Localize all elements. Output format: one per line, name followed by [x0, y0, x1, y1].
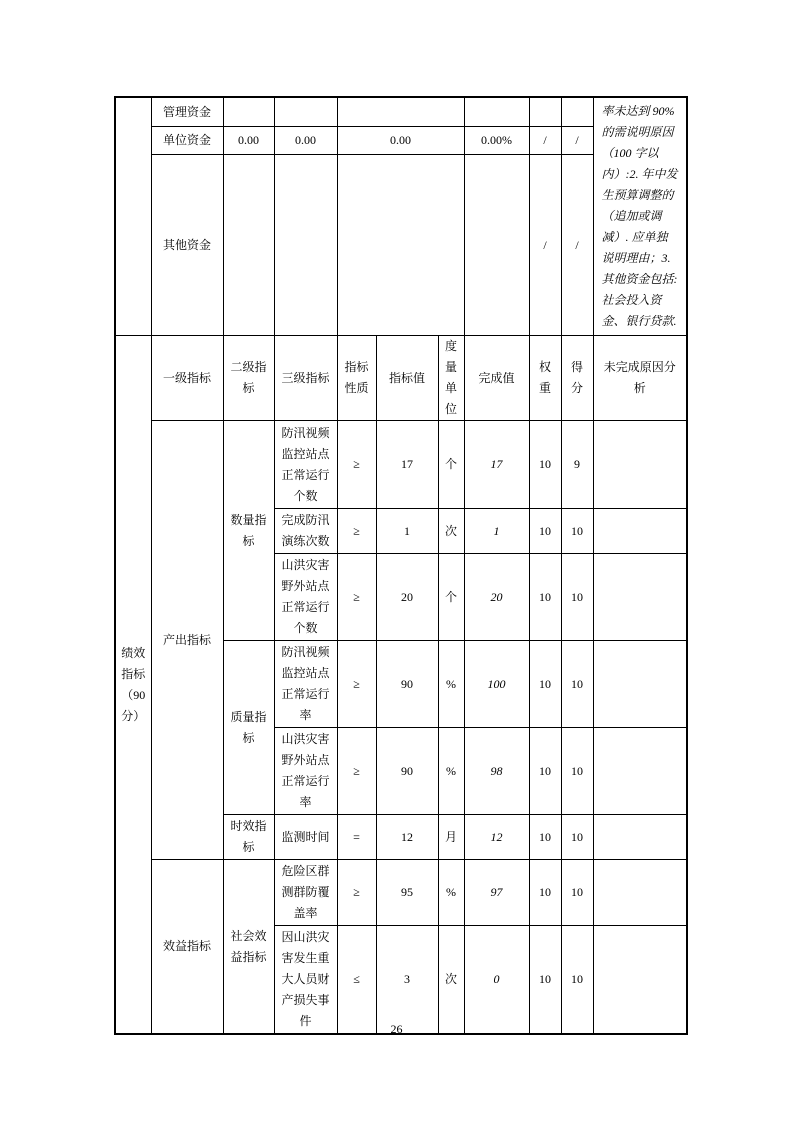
col-header-level1: 一级指标 — [151, 336, 223, 421]
weight-cell: 10 — [529, 641, 561, 728]
nature-cell: ≤ — [337, 926, 376, 1035]
done-cell: 98 — [464, 728, 529, 815]
nature-cell: ≥ — [337, 554, 376, 641]
target-cell: 90 — [376, 641, 438, 728]
score-cell: 10 — [561, 860, 593, 926]
funding-score-cell: / — [561, 155, 593, 336]
funding-weight-cell: / — [529, 127, 561, 155]
funding-score-cell — [561, 97, 593, 127]
funding-actual-cell: 0.00 — [337, 127, 464, 155]
reason-cell — [593, 815, 687, 860]
reason-cell — [593, 421, 687, 509]
nature-cell: ≥ — [337, 421, 376, 509]
unit-cell: 次 — [438, 509, 464, 554]
done-cell: 100 — [464, 641, 529, 728]
score-cell: 10 — [561, 926, 593, 1035]
funding-budget-cell: 0.00 — [223, 127, 274, 155]
funding-weight-cell — [529, 97, 561, 127]
reason-cell — [593, 641, 687, 728]
indicator-name-cell: 因山洪灾害发生重大人员财产损失事件 — [274, 926, 337, 1035]
weight-cell: 10 — [529, 554, 561, 641]
reason-cell — [593, 554, 687, 641]
col-header-level2: 二级指标 — [223, 336, 274, 421]
reason-cell — [593, 926, 687, 1035]
funding-rate-cell — [464, 97, 529, 127]
target-cell: 90 — [376, 728, 438, 815]
indicator-name-cell: 山洪灾害野外站点正常运行率 — [274, 728, 337, 815]
score-cell: 10 — [561, 815, 593, 860]
indicator-name-cell: 完成防汛演练次数 — [274, 509, 337, 554]
col-header-score: 得分 — [561, 336, 593, 421]
funding-adjusted-cell — [274, 97, 337, 127]
indicator-name-cell: 防汛视频监控站点正常运行率 — [274, 641, 337, 728]
score-cell: 10 — [561, 728, 593, 815]
target-cell: 3 — [376, 926, 438, 1035]
col-header-target: 指标值 — [376, 336, 438, 421]
funding-actual-cell — [337, 97, 464, 127]
weight-cell: 10 — [529, 860, 561, 926]
funding-weight-cell: / — [529, 155, 561, 336]
col-header-unit: 度量单位 — [438, 336, 464, 421]
target-cell: 17 — [376, 421, 438, 509]
perf-header-row — [115, 336, 687, 421]
funding-row-label: 其他资金 — [151, 155, 223, 336]
col-header-level3: 三级指标 — [274, 336, 337, 421]
unit-cell: 次 — [438, 926, 464, 1035]
indicator-name-cell: 防汛视频监控站点正常运行个数 — [274, 421, 337, 509]
funding-rate-cell: 0.00% — [464, 127, 529, 155]
unit-cell: % — [438, 728, 464, 815]
perf-section-spine: 绩效指标（90分） — [115, 336, 151, 1035]
indicator-row — [115, 860, 687, 926]
unit-cell: % — [438, 641, 464, 728]
unit-cell: % — [438, 860, 464, 926]
col-header-weight: 权重 — [529, 336, 561, 421]
nature-cell: = — [337, 815, 376, 860]
target-cell: 95 — [376, 860, 438, 926]
target-cell: 12 — [376, 815, 438, 860]
done-cell: 17 — [464, 421, 529, 509]
weight-cell: 10 — [529, 728, 561, 815]
funding-actual-cell — [337, 155, 464, 336]
weight-cell: 10 — [529, 926, 561, 1035]
unit-cell: 个 — [438, 421, 464, 509]
level2-cell: 社会效益指标 — [223, 860, 274, 1035]
done-cell: 1 — [464, 509, 529, 554]
indicator-name-cell: 山洪灾害野外站点正常运行个数 — [274, 554, 337, 641]
nature-cell: ≥ — [337, 509, 376, 554]
funding-row-label: 单位资金 — [151, 127, 223, 155]
indicator-row — [115, 421, 687, 509]
weight-cell: 10 — [529, 815, 561, 860]
score-cell: 10 — [561, 509, 593, 554]
budget-performance-table — [114, 96, 688, 1035]
nature-cell: ≥ — [337, 728, 376, 815]
funding-budget-cell — [223, 155, 274, 336]
weight-cell: 10 — [529, 509, 561, 554]
done-cell: 97 — [464, 860, 529, 926]
level1-cell: 效益指标 — [151, 860, 223, 1035]
level2-cell: 时效指标 — [223, 815, 274, 860]
done-cell: 20 — [464, 554, 529, 641]
funding-section-spine — [115, 97, 151, 336]
level1-cell: 产出指标 — [151, 421, 223, 860]
col-header-nature: 指标性质 — [337, 336, 376, 421]
target-cell: 1 — [376, 509, 438, 554]
indicator-name-cell: 危险区群测群防覆盖率 — [274, 860, 337, 926]
level2-cell: 数量指标 — [223, 421, 274, 641]
funding-score-cell: / — [561, 127, 593, 155]
funding-adjusted-cell — [274, 155, 337, 336]
nature-cell: ≥ — [337, 860, 376, 926]
funding-rate-cell — [464, 155, 529, 336]
page-number: 26 — [390, 1022, 403, 1036]
level2-cell: 质量指标 — [223, 641, 274, 815]
nature-cell: ≥ — [337, 641, 376, 728]
unit-cell: 个 — [438, 554, 464, 641]
done-cell: 12 — [464, 815, 529, 860]
reason-cell — [593, 860, 687, 926]
remark-cell: 率未达到 90%的需说明原因（100 字以内）:2. 年中发生预算调整的（追加或调减）. 应单独说明理由；3. 其他资金包括:社会投入资金、银行贷款. — [593, 97, 687, 336]
score-cell: 10 — [561, 554, 593, 641]
weight-cell: 10 — [529, 421, 561, 509]
unit-cell: 月 — [438, 815, 464, 860]
funding-adjusted-cell: 0.00 — [274, 127, 337, 155]
indicator-name-cell: 监测时间 — [274, 815, 337, 860]
table-row — [115, 97, 687, 127]
col-header-reason: 未完成原因分析 — [593, 336, 687, 421]
target-cell: 20 — [376, 554, 438, 641]
funding-budget-cell — [223, 97, 274, 127]
reason-cell — [593, 509, 687, 554]
score-cell: 9 — [561, 421, 593, 509]
funding-row-label: 管理资金 — [151, 97, 223, 127]
score-cell: 10 — [561, 641, 593, 728]
col-header-done: 完成值 — [464, 336, 529, 421]
reason-cell — [593, 728, 687, 815]
done-cell: 0 — [464, 926, 529, 1035]
